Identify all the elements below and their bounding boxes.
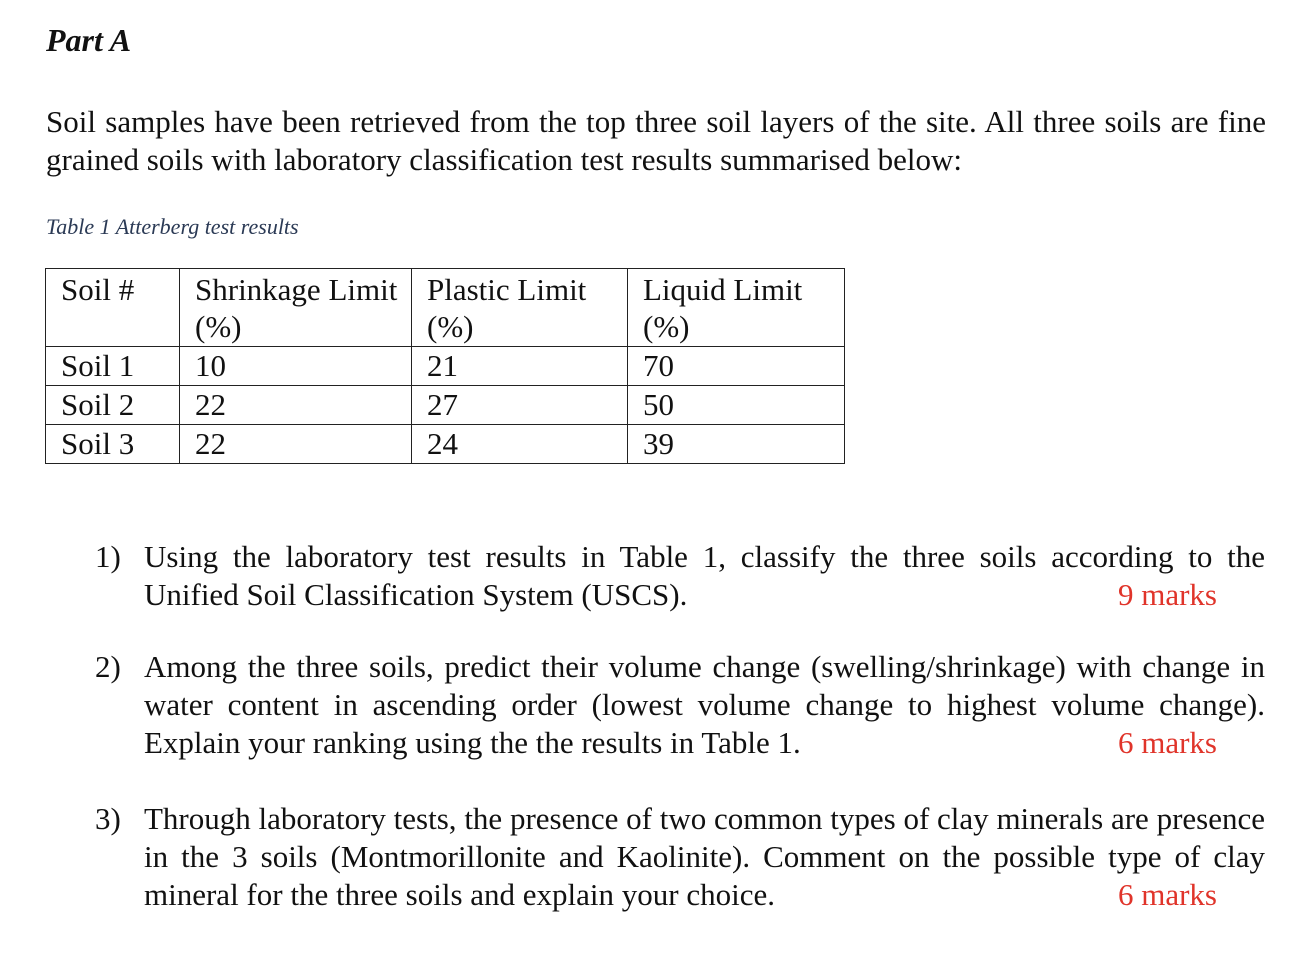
question-marks: 6 marks <box>1117 725 1217 760</box>
header-liquid-limit: Liquid Limit (%) <box>628 269 845 347</box>
question-number: 3) <box>95 801 121 836</box>
question-1 <box>95 538 1265 614</box>
question-2 <box>95 648 1265 762</box>
question-number: 2) <box>95 649 121 684</box>
question-marks: 9 marks <box>1117 577 1217 612</box>
table-row <box>46 425 845 464</box>
cell-soil: Soil 1 <box>46 347 180 386</box>
question-number: 1) <box>95 539 121 574</box>
cell-liquid-limit: 39 <box>628 425 845 464</box>
cell-liquid-limit: 50 <box>628 386 845 425</box>
intro-paragraph: Soil samples have been retrieved from the top three soil layers of the site. All three soils are fine grained soils with laboratory classification test results summarised below: <box>46 104 1266 177</box>
cell-shrinkage-limit: 22 <box>180 425 412 464</box>
table-row <box>46 386 845 425</box>
cell-liquid-limit: 70 <box>628 347 845 386</box>
cell-plastic-limit: 24 <box>412 425 628 464</box>
table-header-row <box>46 269 845 347</box>
question-3 <box>95 800 1265 914</box>
table-row <box>46 347 845 386</box>
header-soil: Soil # <box>46 269 180 347</box>
question-text: Among the three soils, predict their volume change (swelling/shrinkage) with change in water content in ascending order (lowest volume change to highest volume change). Explain your ranking using the the results in Table 1. <box>144 649 1265 760</box>
cell-soil: Soil 2 <box>46 386 180 425</box>
table-caption: Table 1 Atterberg test results <box>46 214 299 239</box>
cell-shrinkage-limit: 10 <box>180 347 412 386</box>
question-marks: 6 marks <box>1117 877 1217 912</box>
cell-soil: Soil 3 <box>46 425 180 464</box>
part-title: Part A <box>46 22 132 58</box>
cell-plastic-limit: 21 <box>412 347 628 386</box>
header-plastic-limit: Plastic Limit (%) <box>412 269 628 347</box>
question-text: Using the laboratory test results in Table 1, classify the three soils according to the Unified Soil Classification System (USCS). <box>144 539 1265 612</box>
question-list <box>95 538 1265 914</box>
question-text: Through laboratory tests, the presence of two common types of clay minerals are presence in the 3 soils (Montmorillonite and Kaolinite). Comment on the possible type of clay mineral for the three soils and explain your choice. <box>144 801 1265 912</box>
cell-shrinkage-limit: 22 <box>180 386 412 425</box>
atterberg-table <box>45 268 845 464</box>
header-shrinkage-limit: Shrinkage Limit (%) <box>180 269 412 347</box>
cell-plastic-limit: 27 <box>412 386 628 425</box>
